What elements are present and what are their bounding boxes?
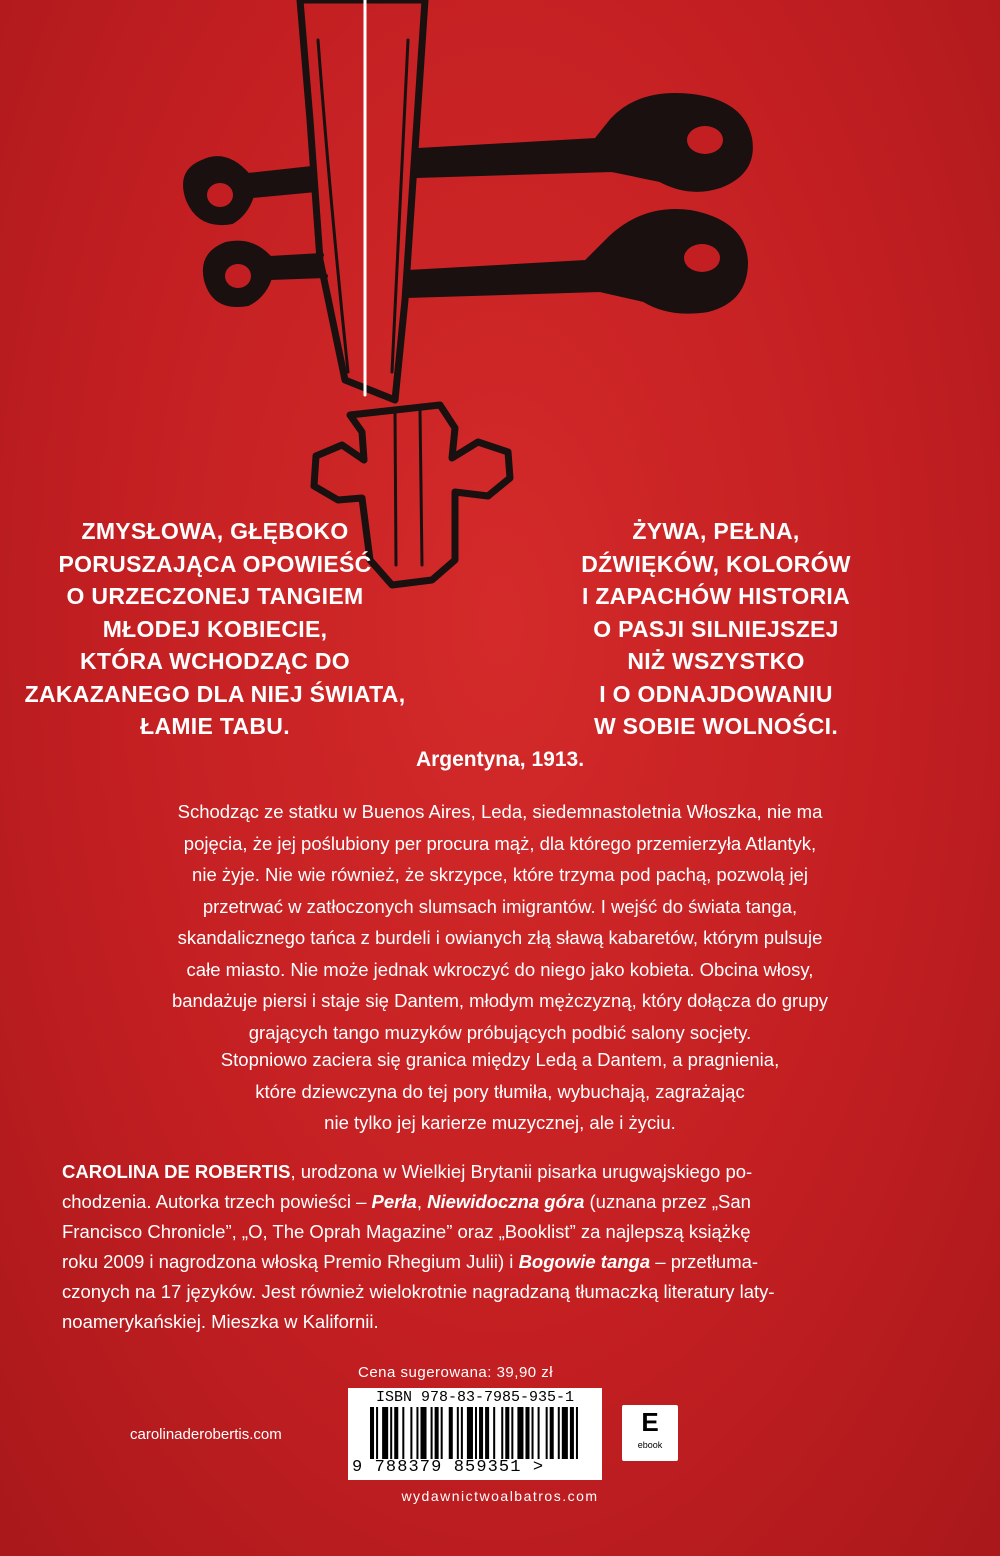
violin-scroll-illustration-icon [150,0,800,600]
blurb-line: Schodząc ze statku w Buenos Aires, Leda, siedemnastoletnia Włoszka, nie ma [177,801,823,822]
bio-text: roku 2009 i nagrodzona włoską Premio Rhegium Julii) i [62,1251,519,1272]
bio-line: czonych na 17 języków. Jest również wielokrotnie nagradzaną tłumaczką literatury laty- [62,1281,775,1302]
tagline-right-line: I O ODNAJDOWANIU [599,680,833,707]
ean-digits: 9 788379 859351 > [352,1458,545,1477]
bio-text: (uznana przez „San [584,1191,751,1212]
blurb-line: nie żyje. Nie wie również, że skrzypce, które trzyma pod pachą, pozwolą jej [192,864,808,885]
blurb-line: grających tango muzyków próbujących podbić salony socjety. [248,1021,752,1043]
author-name: CAROLINA DE ROBERTIS [62,1161,291,1182]
tagline-right [516,515,916,743]
blurb-paragraph-2 [60,1044,940,1139]
bio-line [62,1247,938,1277]
bio-line [62,1187,938,1217]
blurb-line: które dziewczyna do tej pory tłumiła, wybuchają, zagrażając [255,1080,745,1102]
bio-line: Francisco Chronicle”, „O, The Oprah Magazine” oraz „Booklist” za najlepszą książkę [62,1221,751,1242]
suggested-price: Cena sugerowana: 39,90 zł [358,1364,554,1381]
author-bio [62,1157,938,1337]
ebook-label: ebook [637,1440,663,1450]
isbn-barcode [348,1388,602,1480]
bio-text: , [416,1191,428,1212]
tagline-left-line: KTÓRA WCHODZĄC DO [80,648,350,674]
tagline-left-line: MŁODEJ KOBIECIE, [102,615,328,642]
tagline-right-line: NIŻ WSZYSTKO [627,648,805,674]
ebook-letter: E [641,1407,659,1437]
tagline-left [15,515,415,743]
bio-text: chodzenia. Autorka trzech powieści – [62,1191,372,1212]
tagline-right-line: ŻYWA, PEŁNA, [632,518,800,544]
blurb-line: Stopniowo zaciera się granica między Ledą a Dantem, a pragnienia, [220,1049,780,1070]
tagline-right-line: O PASJI SILNIEJSZEJ [593,615,839,642]
publisher-website-link[interactable]: wydawnictwoalbatros.com [401,1488,599,1504]
bio-text: , urodzona w Wielkiej Brytanii pisarka urugwajskiego po- [290,1161,753,1182]
tagline-right-line: DŹWIĘKÓW, KOLORÓW [581,550,851,577]
barcode-icon [370,1407,582,1459]
blurb-line: bandażuje piersi i staje się Dantem, młodym mężczyzną, który dołącza do grupy [171,990,829,1011]
tagline-left-line: O URZECZONEJ TANGIEM [66,583,364,609]
tagline-right-line: W SOBIE WOLNOŚCI. [593,713,839,739]
blurb-line: nie tylko jej karierze muzycznej, ale i życiu. [324,1112,676,1133]
tagline-left-line: ŁAMIE TABU. [140,713,290,739]
book-title: Niewidoczna góra [427,1191,585,1212]
blurb-line: przetrwać w zatłoczonych slumsach imigrantów. I wejść do świata tanga, [202,895,798,917]
bio-text: – przetłuma- [650,1251,759,1272]
bio-line: noamerykańskiej. Mieszka w Kalifornii. [62,1311,379,1332]
blurb-line: skandalicznego tańca z burdeli i owianych złą sławą kabaretów, którym pulsuje [177,927,823,948]
bio-line [62,1157,938,1187]
book-title: Bogowie tanga [518,1251,651,1272]
author-website-link[interactable]: carolinaderobertis.com [130,1426,282,1443]
tagline-right-line: I ZAPACHÓW HISTORIA [581,583,851,609]
ebook-badge [622,1405,678,1461]
book-title: Perła [371,1191,417,1212]
tagline-left-line: ZAKAZANEGO DLA NIEJ ŚWIATA, [24,680,406,707]
tagline-left-line: ZMYSŁOWA, GŁĘBOKO [81,518,349,544]
blurb-line: pojęcia, że jej poślubiony per procura mąż, dla którego przemierzyła Atlantyk, [183,832,817,854]
tagline-left-line: PORUSZAJĄCA OPOWIEŚĆ [58,550,372,577]
blurb-paragraph-1 [60,796,940,1048]
blurb-line: całe miasto. Nie może jednak wkroczyć do niego jako kobieta. Obcina włosy, [186,958,814,980]
isbn-number: ISBN 978-83-7985-935-1 [375,1389,575,1406]
dateline: Argentyna, 1913. [415,748,585,771]
